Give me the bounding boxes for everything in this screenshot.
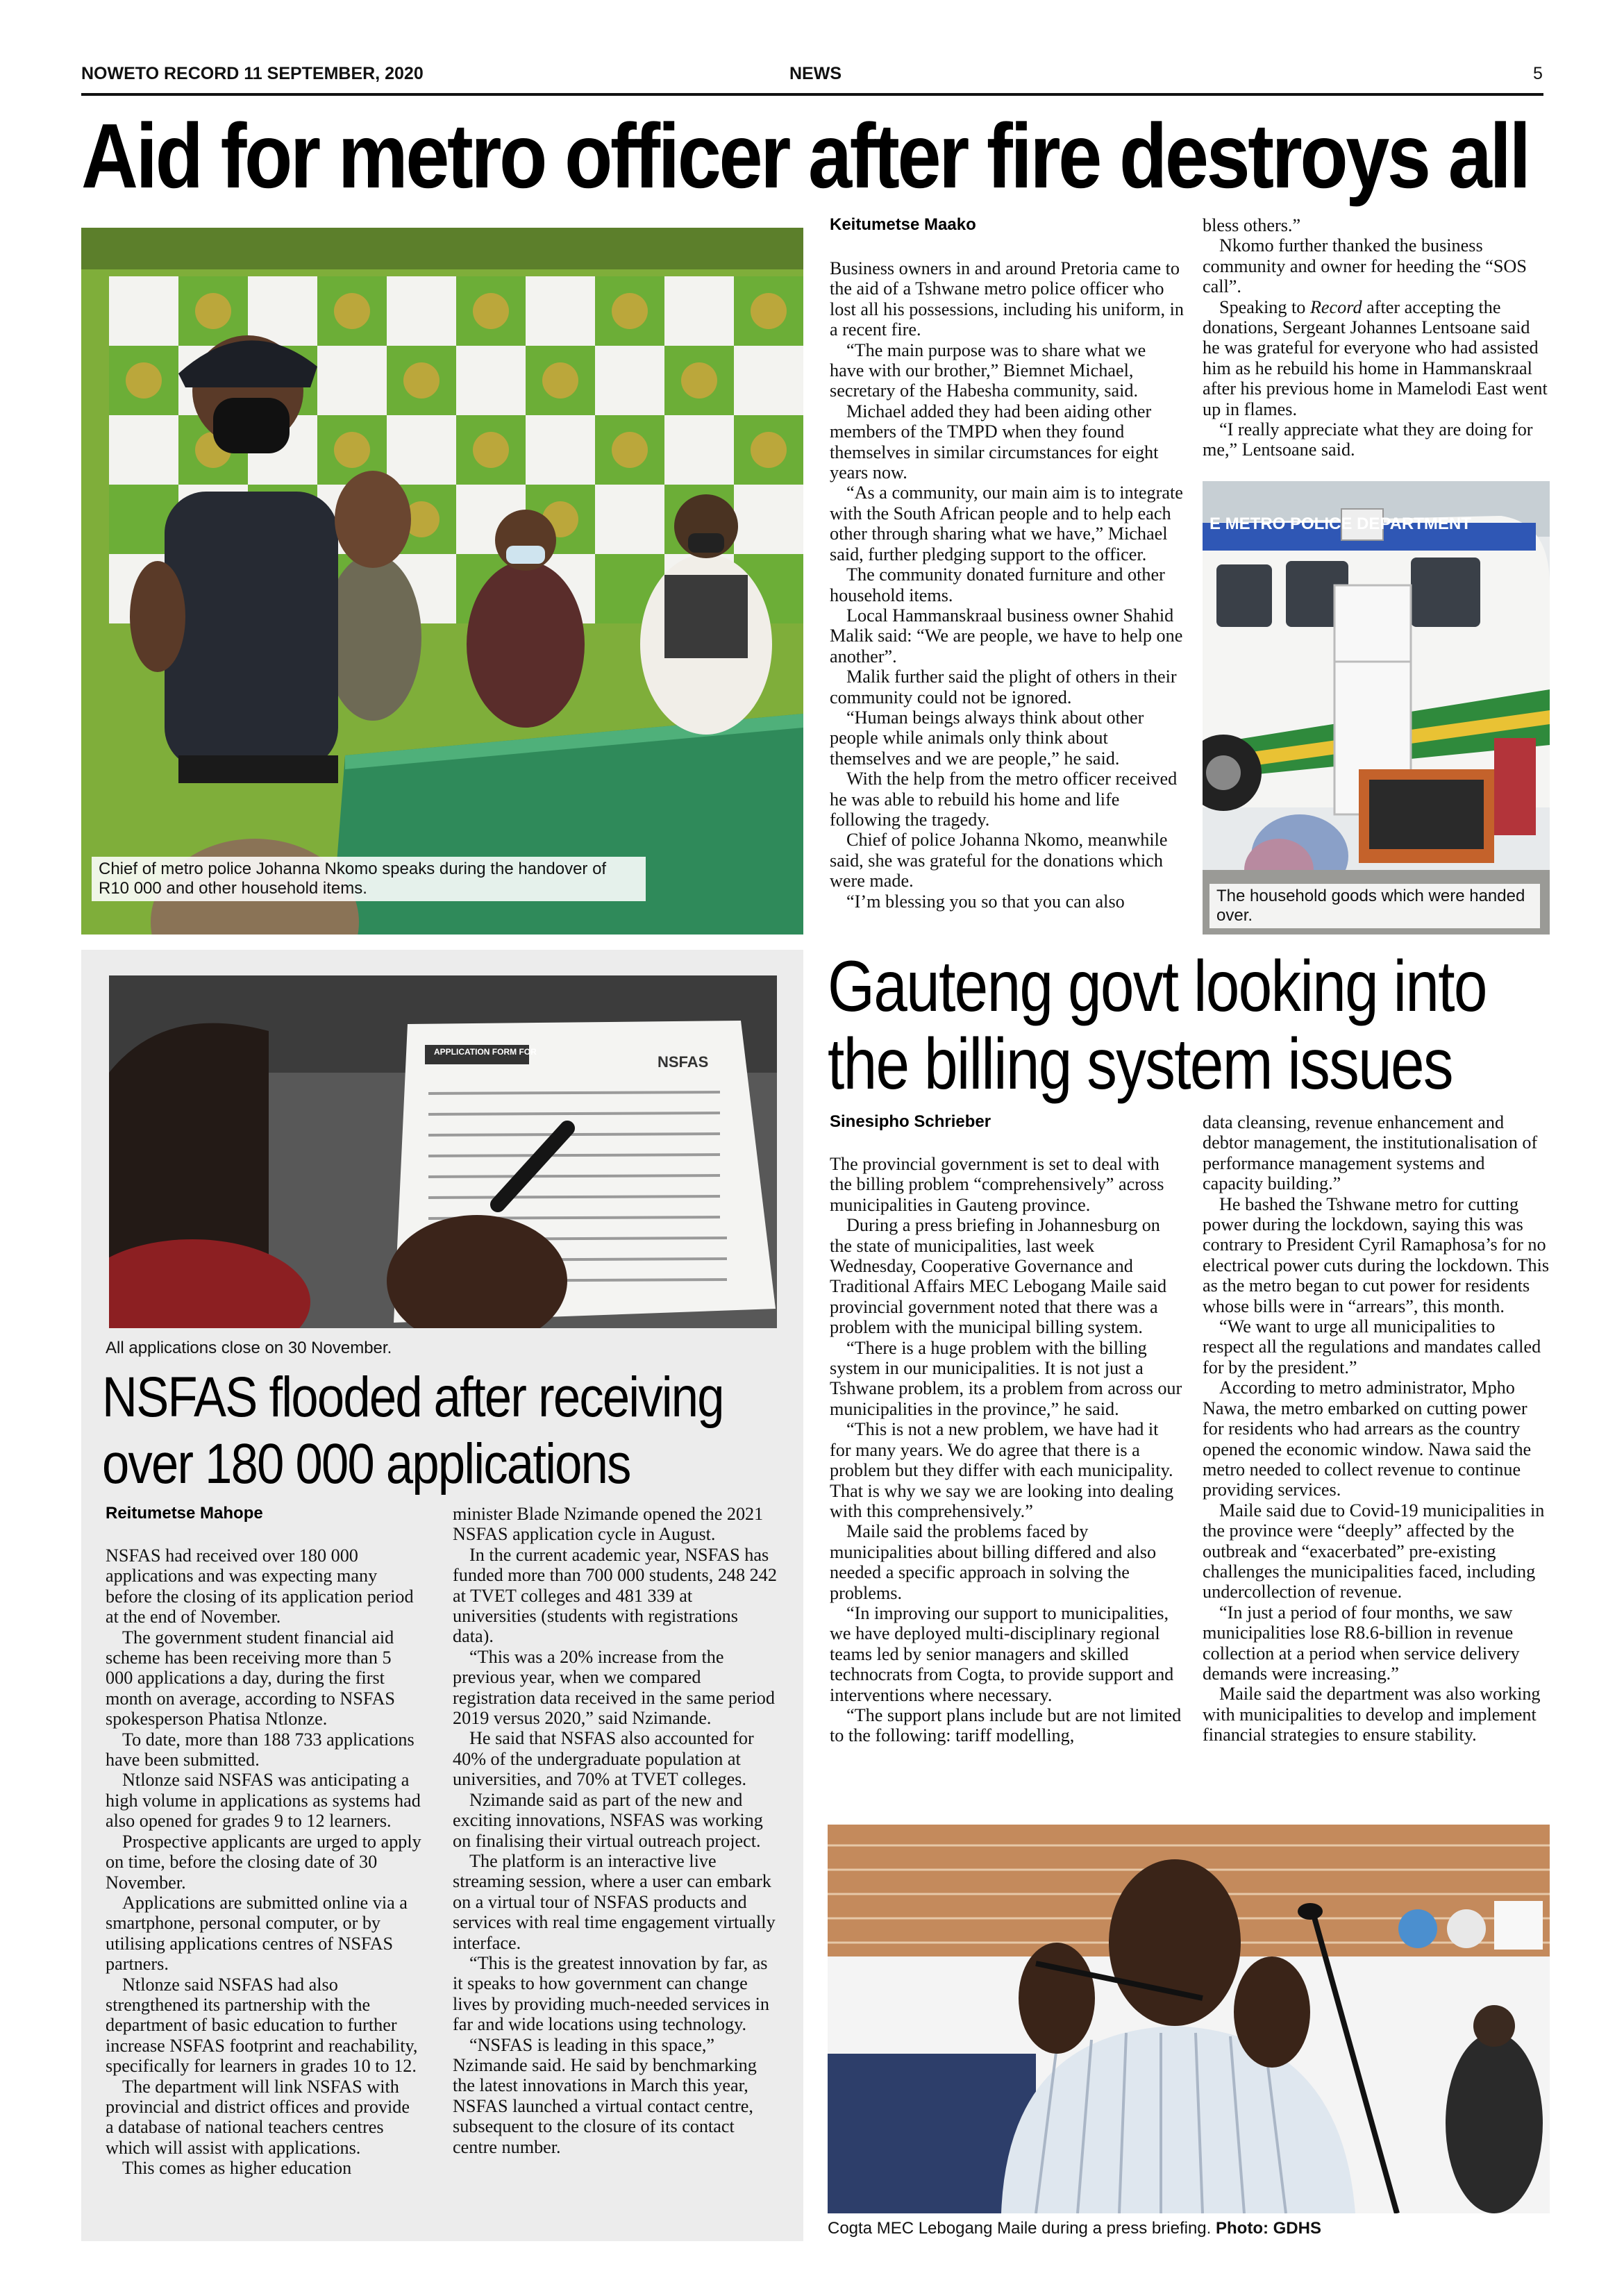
paragraph: Malik further said the plight of others in their community could not be ignored. (830, 667, 1177, 707)
paragraph: To date, more than 188 733 applications have been submitted. (106, 1729, 415, 1770)
paragraph: “As a community, our main aim is to integrate with the South African people and to help each other through sharing what we have,” Michael said, further pledging support to the officer. (830, 483, 1183, 564)
paragraph: He said that NSFAS also accounted for 40% of the undergraduate population at universities, and 70% at TVET colleges. (453, 1728, 754, 1790)
article-column (1203, 1112, 1550, 1745)
paragraph: “This was a 20% increase from the previous year, when we compared registration data received in the same period 2019 versus 2020,” said Nzimande. (453, 1646, 775, 1729)
photo-caption (828, 2219, 1321, 2238)
paragraph: “I’m blessing you so that you can also (846, 891, 1125, 912)
byline: Reitumetse Mahope (106, 1504, 263, 1523)
paragraph: “The support plans include but are not limited to the following: tariff modelling, (830, 1704, 1182, 1746)
byline: Sinesipho Schrieber (830, 1112, 991, 1131)
caption-line: Chief of metro police Johanna Nkomo speaks during the handover of (99, 860, 607, 878)
paragraph: “The main purpose was to share what we have with our brother,” Biemnet Michael, secretary of the Habesha community, said. (830, 340, 1146, 401)
paragraph: bless others.” (1203, 215, 1301, 235)
paragraph: “This is not a new problem, we have had it for many years. We do agree that there is a problem but they differ with each municipality. That is why we say we are looking into dealing with this comprehensively.” (830, 1419, 1174, 1521)
byline: Keitumetse Maako (830, 215, 976, 234)
paragraph: The platform is an interactive live streaming session, where a user can embark on a virtual tour of NSFAS products and services with real time engagement virtually interface. (453, 1850, 776, 1953)
metro-police-photo (81, 228, 803, 935)
article-column (830, 258, 1184, 912)
caption-line: R10 000 and other household items. (99, 879, 367, 898)
publication-date: NOWETO RECORD 11 SEPTEMBER, 2020 (81, 64, 424, 83)
paragraph: Nzimande said as part of the new and exciting innovations, NSFAS was working on finalising their virtual outreach project. (453, 1789, 763, 1851)
paragraph: During a press briefing in Johannesburg on the state of municipalities, last week Wednesday, Cooperative Governance and Traditional Affairs MEC Lebogang Maile said provincial government noted that there was a problem with the municipal billing system. (830, 1215, 1167, 1338)
paragraph: “This is the greatest innovation by far, as it speaks to how government can change lives by providing much-needed services in far and wide locations using technology. (453, 1952, 769, 2035)
nsfas-headline (102, 1364, 723, 1498)
paragraph: Nkomo further thanked the business community and owner for heeding the “SOS call”. (1203, 235, 1527, 297)
paragraph: “In just a period of four months, we saw municipalities lose R8.6-billion in revenue collection at a period when service delivery demands were increasing.” (1203, 1602, 1520, 1684)
caption-line: over. (1216, 906, 1253, 925)
paragraph: data cleansing, revenue enhancement and debtor management, the institutionalisation of performance management systems and capacity building.” (1203, 1112, 1538, 1194)
paragraph: He bashed the Tshwane metro for cutting power during the lockdown, saying this was contrary to President Cyril Ramaphosa’s for no electrical power cuts during the lockdown. This as the metro began to cut power for residents whose bills were in “arrears”, this month. (1203, 1193, 1550, 1316)
headline-line: the billing system issues (828, 1024, 1453, 1105)
paragraph: Maile said due to Covid-19 municipalities in the province were “deeply” affected by the outbreak and “exacerbated” pre-existing challenges the municipalities faced, including undercollection of revenue. (1203, 1500, 1545, 1602)
photo-caption: All applications close on 30 November. (106, 1339, 392, 1357)
paragraph: Ntlonze said NSFAS had also strengthened its partnership with the department of basic education to further increase NSFAS footprint and reachability, specifically for learners in grades 10 to 12. (106, 1974, 418, 2077)
caption-text: Cogta MEC Lebogang Maile during a press briefing. (828, 2219, 1212, 2238)
paragraph: Michael added they had been aiding other members of the TMPD when they found themselves in similar circumstances for eight years now. (830, 401, 1159, 483)
headline-line: over 180 000 applications (102, 1432, 630, 1495)
photo-caption (92, 857, 646, 901)
text-run: Speaking to (1219, 296, 1310, 317)
paragraph: The department will link NSFAS with provincial and district offices and provide a database of national teachers centres which will assist with applications. (106, 2076, 410, 2158)
paragraph: NSFAS had received over 180 000 applications and was expecting many before the closing of its application period at the end of November. (106, 1545, 414, 1627)
section-label: NEWS (789, 64, 842, 83)
van-lettering: E METRO POLICE DEPARTMENT (1209, 514, 1471, 533)
paragraph: Local Hammanskraal business owner Shahid Malik said: “We are people, we have to help one another”. (830, 605, 1183, 667)
photo-caption (1209, 884, 1540, 928)
paragraph: In the current academic year, NSFAS has funded more than 700 000 students, 248 242 at TVET colleges and 481 339 at universities (students with registrations data). (453, 1544, 777, 1647)
mec-briefing-photo (828, 1825, 1550, 2213)
billing-headline (828, 948, 1487, 1103)
paragraph: Maile said the problems faced by municipalities about billing differed and also needed a specific approach in solving the problems. (830, 1521, 1157, 1603)
paragraph: According to metro administrator, Mpho Nawa, the metro embarked on cutting power for residents who had arrears as the country opened the economic window. Nawa said the metro needed to collect revenue to continue providing services. (1203, 1377, 1532, 1500)
article-column (453, 1504, 779, 2157)
article-column (1203, 215, 1550, 460)
page-number: 5 (1533, 64, 1543, 83)
paragraph: minister Blade Nzimande opened the 2021 NSFAS application cycle in August. (453, 1504, 764, 1545)
paragraph: “We want to urge all municipalities to respect all the regulations and mandates called for by the president.” (1203, 1316, 1541, 1377)
form-title: APPLICATION FORM FOR (434, 1047, 537, 1057)
paragraph: The provincial government is set to deal with the billing problem “comprehensively” across municipalities in Gauteng province. (830, 1154, 1164, 1215)
application-form-photo (109, 975, 777, 1328)
household-goods-photo (1203, 481, 1550, 935)
publication-name: Record (1309, 296, 1362, 317)
photo-credit: Photo: GDHS (1216, 2219, 1321, 2238)
header-rule (81, 93, 1543, 96)
paragraph: “There is a huge problem with the billing system in our municipalities. It is not just a Tshwane problem, its a problem from across our municipalities in the province,” he said. (830, 1337, 1182, 1419)
paragraph: This comes as higher education (122, 2158, 352, 2179)
paragraph: “I really appreciate what they are doing for me,” Lentsoane said. (1203, 419, 1533, 460)
paragraph: Applications are submitted online via a smartphone, personal computer, or by utilising applications centres of NSFAS partners. (106, 1892, 408, 1975)
paragraph: Maile said the department was also working with municipalities to develop and implement financial strategies to ensure stability. (1203, 1684, 1541, 1745)
caption-line: The household goods which were handed (1216, 887, 1525, 905)
article-column (106, 1545, 421, 2179)
text-run: after accepting the donations, Sergeant Johannes Lentsoane said he was grateful for everyone who had assisted him as he rebuild his home in Hammanskraal after his previous home in Mamelodi East went up in flames. (1203, 296, 1548, 419)
nsfas-form-logo: NSFAS (658, 1053, 709, 1071)
paragraph: Business owners in and around Pretoria came to the aid of a Tshwane metro police officer who lost all his possessions, including his uniform, in a recent fire. (830, 258, 1184, 340)
paragraph: The government student financial aid scheme has been receiving more than 5 000 applications a day, during the first month on average, according to NSFAS spokesperson Phatisa Ntlonze. (106, 1627, 395, 1729)
article-column (830, 1154, 1184, 1746)
paragraph: With the help from the metro officer received he was able to rebuild his home and life following the tragedy. (830, 769, 1178, 830)
paragraph: Chief of police Johanna Nkomo, meanwhile said, she was grateful for the donations which were made. (830, 830, 1168, 891)
paragraph: Ntlonze said NSFAS was anticipating a high volume in applications as systems had also opened for grades 9 to 12 learners. (106, 1770, 421, 1832)
headline-line: Gauteng govt looking into (828, 946, 1487, 1027)
paragraph: “In improving our support to municipalities, we have deployed multi-disciplinary regional teams led by senior managers and skilled technocrats from Cogta, to provide support and interventions where necessary. (830, 1602, 1174, 1705)
paragraph: “NSFAS is leading in this space,” Nzimande said. He said by benchmarking the latest innovations in March this year, NSFAS launched a virtual contact centre, subsequent to the closure of its contact centre number. (453, 2034, 757, 2157)
paragraph (1203, 297, 1550, 419)
main-headline: Aid for metro officer after fire destroys all (81, 105, 1529, 207)
paragraph: Prospective applicants are urged to apply on time, before the closing date of 30 November. (106, 1831, 421, 1893)
paragraph: The community donated furniture and other household items. (830, 564, 1165, 605)
paragraph: “Human beings always think about other people while animals only think about themselves and we are people,” he said. (830, 707, 1144, 769)
headline-line: NSFAS flooded after receiving (102, 1366, 723, 1429)
